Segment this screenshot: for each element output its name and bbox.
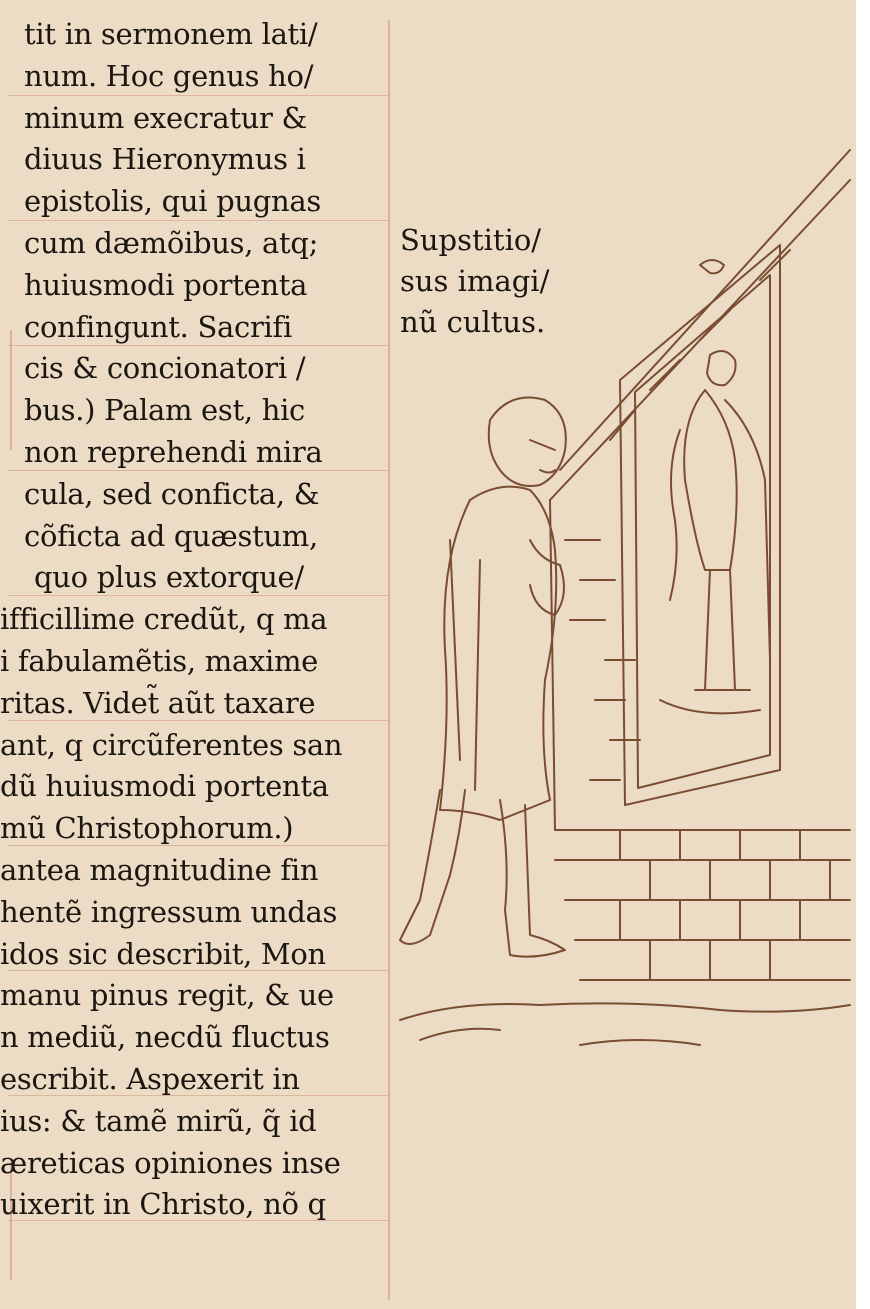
text-line: n mediũ, necdũ fluctus <box>0 1020 330 1055</box>
text-line: num. Hoc genus ho/ <box>24 58 314 93</box>
text-line: idos sic describit, Mon <box>0 936 326 971</box>
text-line: mũ Christophorum.) <box>0 811 294 846</box>
text-line: ifficillime credũt, q ma <box>0 602 328 637</box>
text-line: manu pinus regit, & ue <box>0 978 334 1013</box>
text-line: non reprehendi mira <box>24 434 323 469</box>
text-line: ius: & tamẽ mirũ, q̃ id <box>0 1103 317 1138</box>
brick-wall <box>550 150 850 980</box>
text-line: huiusmodi portenta <box>24 267 308 302</box>
framed-image <box>620 245 780 805</box>
marginal-note-line: Supstitio/ <box>400 223 542 257</box>
text-line: cõficta ad quæstum, <box>24 518 318 553</box>
text-line: epistolis, qui pugnas <box>24 184 321 219</box>
pen-drawing-icon <box>380 140 860 1140</box>
text-line: cis & concionatori / <box>24 351 306 386</box>
text-line: minum execratur & <box>24 100 308 135</box>
text-line: confingunt. Sacrifi <box>24 309 292 344</box>
text-line: escribit. Aspexerit in <box>0 1061 300 1096</box>
text-line: antea magnitudine fin <box>0 852 319 887</box>
paper-edge <box>856 0 870 1309</box>
text-line: diuus Hieronymus i <box>24 142 306 177</box>
text-line: dũ huiusmodi portenta <box>0 769 329 804</box>
text-line: bus.) Palam est, hic <box>24 393 305 428</box>
text-line: æreticas opiniones inse <box>0 1145 341 1180</box>
marginal-note-line: nũ cultus. <box>400 305 546 339</box>
text-line: quo plus extorque/ <box>34 560 304 595</box>
printed-text-column <box>0 14 395 1226</box>
text-line: uixerit in Christo, nõ q <box>0 1187 326 1222</box>
text-line: cum dæmõibus, atq; <box>24 225 319 260</box>
text-line: cula, sed conficta, & <box>24 476 320 511</box>
marginal-note-line: sus imagi/ <box>400 264 550 298</box>
text-line: ritas. Videt̃ aũt taxare <box>0 685 316 720</box>
text-line: i fabulamẽtis, maxime <box>0 643 319 678</box>
text-line: tit in sermonem lati/ <box>24 17 318 51</box>
text-line: hentẽ ingressum undas <box>0 894 338 929</box>
text-line: ant, q circũferentes san <box>0 727 343 762</box>
